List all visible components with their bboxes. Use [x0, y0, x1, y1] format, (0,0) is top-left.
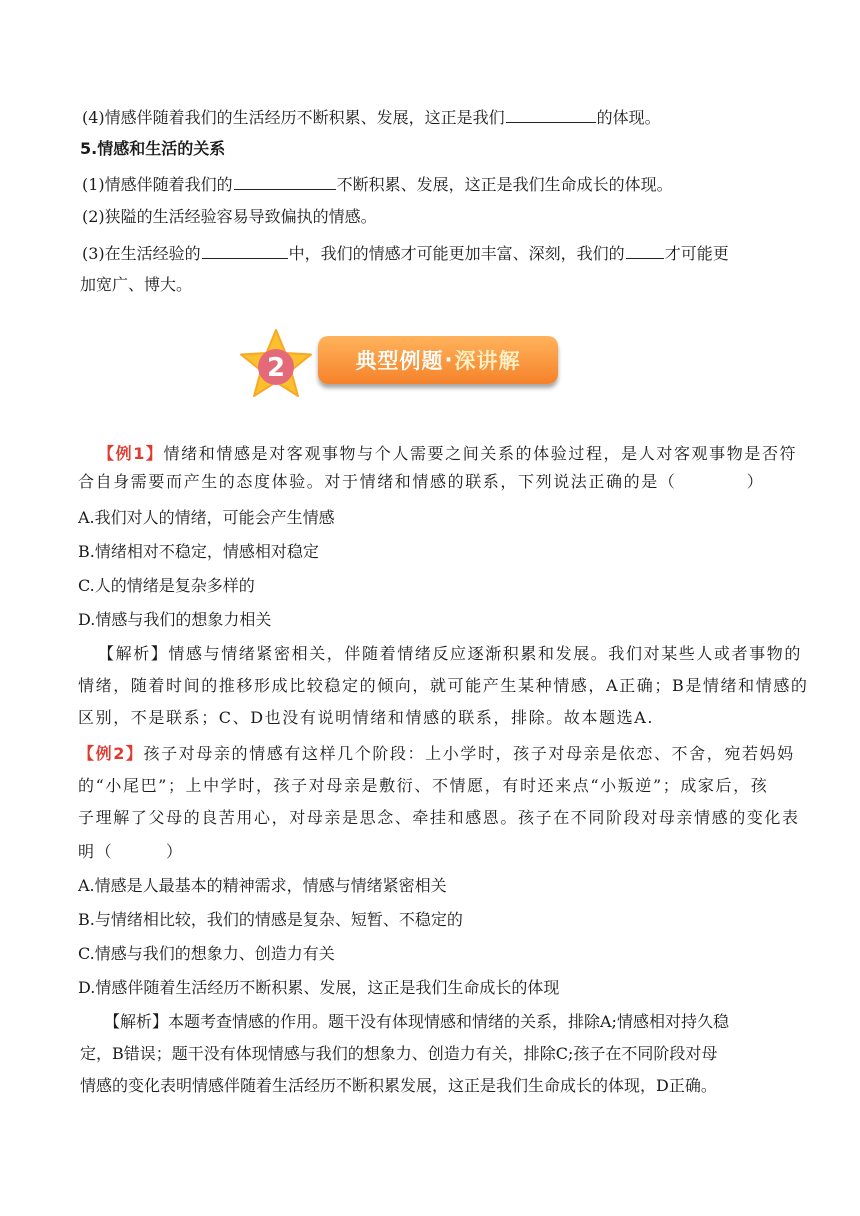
sub-item-3-post: 才可能更	[664, 244, 729, 263]
example-1-stem-line-2: 合自身需要而产生的态度体验。对于情绪和情感的联系，下列说法正确的是（ ）	[78, 472, 765, 491]
banner-title-main: 典型例题	[355, 349, 444, 373]
example-1-option-d[interactable]: D.情感与我们的想象力相关	[78, 610, 272, 629]
example-1-analysis-2: 情绪，随着时间的推移形成比较稳定的倾向，就可能产生某种情感，A正确；B是情绪和情感的	[78, 676, 809, 695]
example-2-option-a[interactable]: A.情感是人最基本的精神需求，情感与情绪紧密相关	[78, 876, 447, 895]
example-2-stem-1: 孩子对母亲的情感有这样几个阶段：上小学时，孩子对母亲是依恋、不舍，宛若妈妈	[143, 744, 795, 763]
banner-title-sub: 深讲解	[454, 349, 521, 373]
sub-item-1	[82, 171, 673, 197]
example-1-stem-line-1	[98, 442, 797, 466]
sub-item-1-post: 不断积累、发展，这正是我们生命成长的体现。	[336, 175, 673, 194]
section-heading-5: 5.情感和生活的关系	[80, 139, 226, 158]
banner-dot: ·	[444, 348, 454, 372]
sub-item-1-pre: (1)情感伴随着我们的	[82, 175, 233, 194]
item-4-post: 的体现。	[596, 108, 661, 127]
sub-item-3-continued: 加宽广、博大。	[80, 275, 193, 294]
example-1-stem-1: 情绪和情感是对客观事物与个人需要之间关系的体验过程，是人对客观事物是否符	[163, 444, 798, 463]
example-2-option-b[interactable]: B.与情绪相比较，我们的情感是复杂、短暂、不稳定的	[78, 910, 463, 929]
example-1-option-c[interactable]: C.人的情绪是复杂多样的	[78, 576, 255, 595]
example-2-analysis-2: 定，B错误；题干没有体现情感与我们的想象力、创造力有关，排除C;孩子在不同阶段对母	[80, 1044, 718, 1063]
section-banner	[318, 336, 558, 384]
example-2-stem-line-3: 子理解了父母的良苦用心，对母亲是思念、牵挂和感恩。孩子在不同阶段对母亲情感的变化表	[78, 808, 800, 827]
example-1-option-a[interactable]: A.我们对人的情绪，可能会产生情感	[78, 508, 335, 527]
fill-blank[interactable]	[506, 104, 596, 123]
fill-blank[interactable]	[626, 240, 664, 259]
example-1-tag: 【例1】	[98, 444, 164, 463]
example-1-option-b[interactable]: B.情绪相对不稳定，情感相对稳定	[78, 542, 319, 561]
star-number-badge	[238, 328, 314, 400]
sub-item-3-pre: (3)在生活经验的	[82, 244, 201, 263]
example-1-analysis-3: 区别，不是联系；C、D也没有说明情绪和情感的联系，排除。故本题选A.	[78, 708, 655, 727]
example-2-stem-line-1	[78, 742, 795, 766]
example-1-analysis-1: 【解析】情感与情绪紧密相关，伴随着情绪反应逐渐积累和发展。我们对某些人或者事物的	[98, 644, 803, 663]
sub-item-3-mid: 中，我们的情感才可能更加丰富、深刻，我们的	[288, 244, 625, 263]
example-2-analysis-1: 【解析】本题考查情感的作用。题干没有体现情感和情绪的关系，排除A;情感相对持久稳	[104, 1012, 729, 1031]
sub-item-3	[82, 240, 729, 266]
example-2-stem-line-4: 明（ ）	[78, 842, 184, 861]
item-4-pre: (4)情感伴随着我们的生活经历不断积累、发展，这正是我们	[82, 108, 505, 127]
example-2-analysis-3: 情感的变化表明情感伴随着生活经历不断积累发展，这正是我们生命成长的体现，D正确。	[80, 1076, 717, 1095]
sub-item-2: (2)狭隘的生活经验容易导致偏执的情感。	[82, 207, 377, 226]
badge-number: 2	[266, 353, 286, 383]
item-4	[82, 104, 661, 130]
example-2-option-d[interactable]: D.情感伴随着生活经历不断积累、发展，这正是我们生命成长的体现	[78, 978, 560, 997]
example-2-tag: 【例2】	[78, 744, 144, 763]
fill-blank[interactable]	[202, 240, 288, 259]
example-2-stem-line-2: 的“小尾巴”；上中学时，孩子对母亲是敷衍、不情愿，有时还来点“小叛逆”；成家后，孩	[78, 776, 769, 795]
example-2-option-c[interactable]: C.情感与我们的想象力、创造力有关	[78, 944, 335, 963]
fill-blank[interactable]	[234, 171, 336, 190]
